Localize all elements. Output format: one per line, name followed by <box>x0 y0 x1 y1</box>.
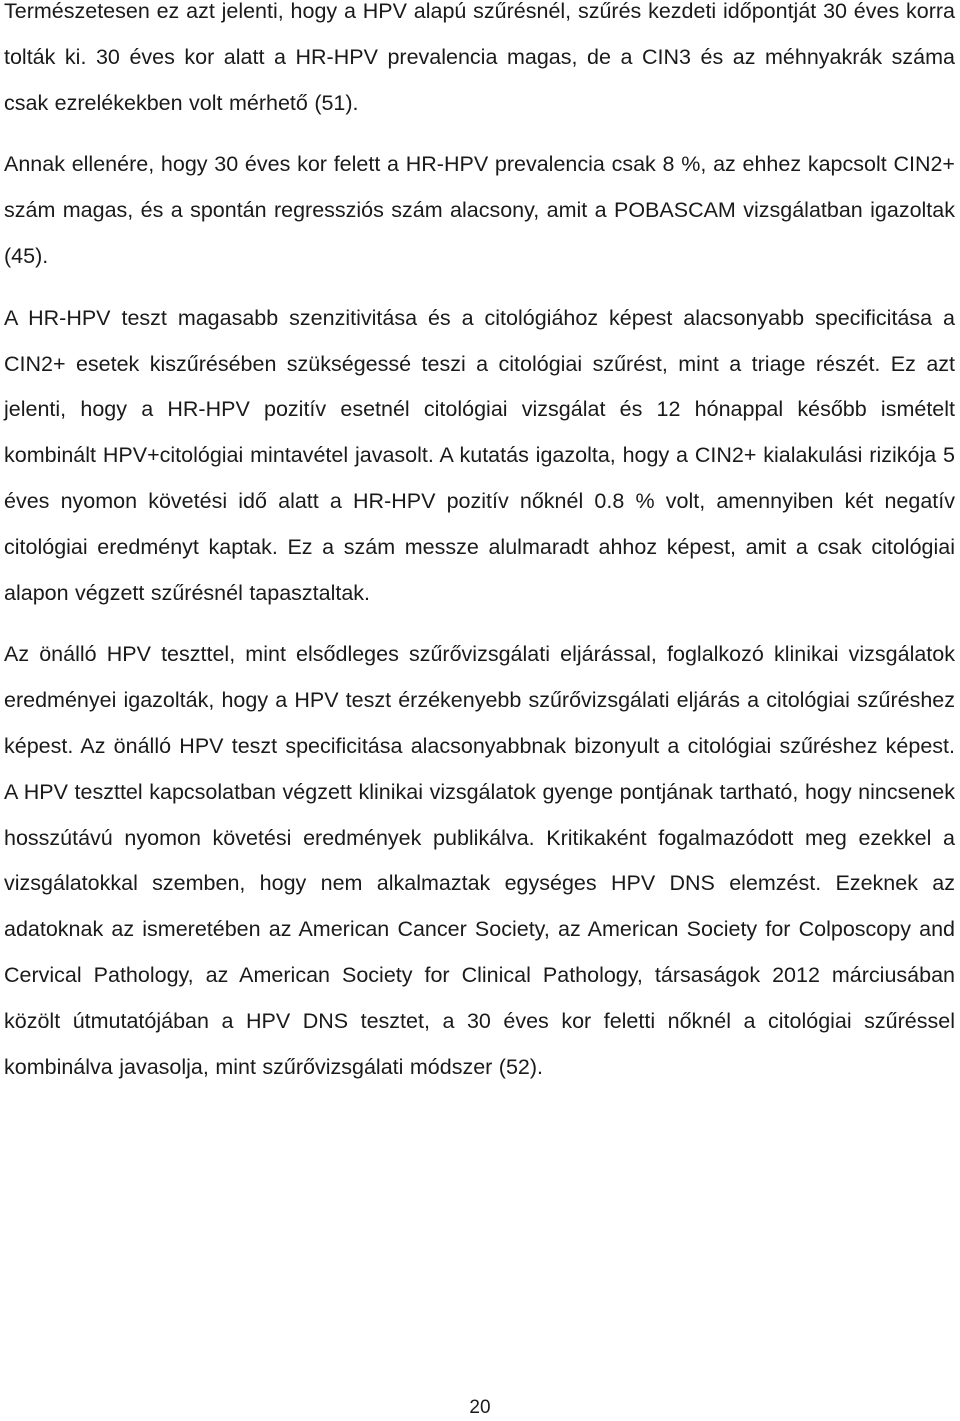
paragraph-gap <box>4 126 955 142</box>
paragraph-gap <box>4 280 955 296</box>
paragraph-hpv-sensitivity-triage: A HR-HPV teszt magasabb szenzitivitása és a citológiához képest alacsonyabb specificitása a CIN2+ esetek kiszűrésében szükségessé teszi a citológiai szűrést, mint a triage részét. Ez azt jelenti, hogy a HR-HPV pozitív esetnél citológiai vizsgálat és 12 hónappal később ismételt kombinált HPV+citológiai mintavétel javasolt. A kutatás igazolta, hogy a CIN2+ kialakulási rizikója 5 éves nyomon követési idő alatt a HR-HPV pozitív nőknél 0.8 % volt, amennyiben két negatív citológiai eredményt kaptak. Ez a szám messze alulmaradt ahhoz képest, amit a csak citológiai alapon végzett szűrésnél tapasztaltak. <box>4 305 955 605</box>
paragraph-gap <box>4 616 955 632</box>
paragraph-prevalence-over-30: Annak ellenére, hogy 30 éves kor felett a HR-HPV prevalencia csak 8 %, az ehhez kapcsolt CIN2+ szám magas, és a spontán regressziós szám alacsony, amit a POBASCAM vizsgálatban igazoltak (45). <box>4 152 955 268</box>
paragraph-screening-age: Természetesen ez azt jelenti, hogy a HPV alapú szűrésnél, szűrés kezdeti időpontját 30 éves korra tolták ki. 30 éves kor alatt a HR-HPV prevalencia magas, de a CIN3 és az méhnyakrák száma csak ezrelékekben volt mérhető (51). <box>4 0 955 115</box>
page-number: 20 <box>469 1397 491 1418</box>
document-page <box>4 0 955 1090</box>
paragraph-standalone-hpv-test: Az önálló HPV teszttel, mint elsődleges szűrővizsgálati eljárással, foglalkozó klinikai vizsgálatok eredményei igazolták, hogy a HPV teszt érzékenyebb szűrővizsgálati eljárás a citológiai szűréshez képest. Az önálló HPV teszt specificitása alacsonyabbnak bizonyult a citológiai szűréshez képest. A HPV teszttel kapcsolatban végzett klinikai vizsgálatok gyenge pontjának tartható, hogy nincsenek hosszútávú nyomon követési eredmények publikálva. Kritikaként fogalmazódott meg ezekkel a vizsgálatokkal szemben, hogy nem alkalmaztak egységes HPV DNS elemzést. Ezeknek az adatoknak az ismeretében az American Cancer Society, az American Society for Colposcopy and Cervical Pathology, az American Society for Clinical Pathology, társaságok 2012 márciusában közölt útmutatójában a HPV DNS tesztet, a 30 éves kor feletti nőknél a citológiai szűréssel kombinálva javasolja, mint szűrővizsgálati módszer (52). <box>4 642 955 1079</box>
